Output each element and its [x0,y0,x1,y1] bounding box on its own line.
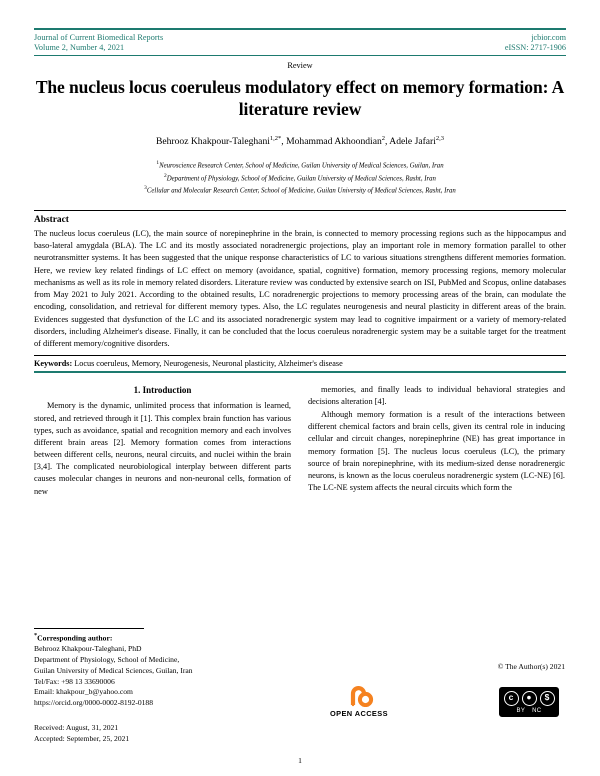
article-content [34,28,566,498]
keywords-label: Keywords: [34,359,73,369]
body-column-right [308,384,565,498]
open-access-icon [342,685,376,707]
paragraph: Memory is the dynamic, unlimited process that information is learned, stored, and retrieved through it [1]. This complex brain function has various types, such as avoidance, spatial and recognition memory and each involves different brain areas [2]. Memory formation comes from interactions between different cells, neurons, neural circuits, and nuclei within the brain [3,4]. The complicated neurobiological interplay between different parts causes molecular changes in neurons and non-neuronal cells, formation of new [34,401,291,496]
abstract-text: The nucleus locus coeruleus (LC), the main source of norepinephrine in the brain, is connected to memory processing regions such as the hippocampus and baso-lateral amygdala (BLA). The LC and its mostly associated noradrenergic projections, play an important role in memory formation parallel to other neurotransmitter systems. It has been suggested that the unique response characteristics of LC to various situations strengthens different memories formation. Here, we review key related findings of LC effect on memory (avoidance, spatial, cognitive) formation, memory processing regions, memory molecular mechanisms as well as its role in memory related disorders. Literature review was conducted by extensive search on ISI, PubMed and Scopus, online databases from May 2021 to July 2021. According to the obtained results, LC noradrenergic projections to memory processing areas of the brain, can modulate the encoding, consolidation, and retrieval for different memory types. Also, the LC regulates neurogenesis and neural plasticity in different areas of the brain. Evidences suggested that dysfunction of the LC and its associated noradrenergic system may lead to cognitive impairment or a variety of memory-related disorders, including Alzheimer's disease. Finally, it can be concluded that the locus coeruleus noradrenergic system may be a suitable target for the treatment of different memory/cognitive disorders. [34,228,566,349]
cc-by-icon: ● [522,691,537,706]
page-title: The nucleus locus coeruleus modulatory effect on memory formation: A literature review [35,77,565,119]
abstract-heading: Abstract [34,214,69,225]
footnote-divider [34,628,144,629]
affiliation-2: $^2$Department of Physiology, School of Medicine, Guilan University of Medical Sciences, Rasht, Iran [164,172,436,183]
journal-header [34,28,566,56]
journal-name: Journal of Current Biomedical Reports [34,33,164,42]
creative-commons-badge[interactable] [499,687,559,717]
corresponding-author-name: Behrooz Khakpour-Taleghani, PhD [34,644,142,654]
paragraph: Although memory formation is a result of the interactions between different chemical factors and brain cells, given its central role in inducing cellular and circuit changes, norepinephrine (NE) has great importance in memory formation [5]. The nucleus locus coeruleus (LC), the primary source of brain norepinephrine, with its medium-sized dense noradrenergic neurons, is known as the locus coeruleus noradrenergic system (LC-NE) [6]. The LC-NE system affects the neural circuits which form the [308,410,565,493]
cc-nc-icon: $ [540,691,555,706]
open-access-label: OPEN ACCESS [330,709,388,718]
open-access-logo[interactable] [330,685,388,718]
copyright-notice: © The Author(s) 2021 [497,662,565,671]
corresponding-author-label: *Corresponding author: [34,632,113,643]
paragraph: memories, and finally leads to individual behavioral strategies and decisions alteration [4]. [308,385,565,407]
body-columns [34,384,566,498]
corresponding-author-orcid[interactable]: https://orcid.org/0000-0002-8192-0188 [34,698,154,708]
section-heading-introduction: 1. Introduction [133,385,192,396]
corresponding-author-email[interactable]: Email: khakpour_b@yahoo.com [34,687,133,697]
article-type: Review [287,61,313,70]
page-footer [34,628,566,744]
journal-header-row-2 [34,43,566,52]
badges-row [308,685,565,718]
affiliation-3: $^3$Cellular and Molecular Research Center, School of Medicine, Guilan University of Medical Sciences, Rasht, Iran [144,185,456,195]
corresponding-author-block [34,628,291,744]
body-column-left [34,384,291,498]
volume-issue: Volume 2, Number 4, 2021 [34,43,125,52]
cc-mark-by: BY [516,707,526,714]
corresponding-author-phone: Tel/Fax: +98 13 33690006 [34,676,115,686]
keywords-list: Locus coeruleus, Memory, Neurogenesis, Neuronal plasticity, Alzheimer's disease [74,359,343,369]
eissn: eISSN: 2717-1906 [504,43,566,52]
journal-header-row-1 [34,33,566,42]
received-date: Received: August, 31, 2021 [34,723,119,732]
abstract-section [34,210,566,357]
cc-marks [500,708,558,716]
affiliation-1: $^1$Neuroscience Research Center, School of Medicine, Guilan University of Medical Sciences, Guilan, Iran [156,160,444,170]
author-list: Behrooz Khakpour-Taleghani$^{1,2*}$, Mohammad Akhoondian$^2$, Adele Jafari$^{2,3}$ [155,134,445,147]
keywords-row [34,356,566,373]
accepted-date: Accepted: September, 25, 2021 [34,734,130,743]
license-block [308,628,565,744]
page-number: 1 [298,756,302,765]
cc-icons [500,688,558,708]
corresponding-author-university: Guilan University of Medical Sciences, Guilan, Iran [34,665,193,675]
affiliations [34,159,566,196]
cc-icon: c [504,691,519,706]
dates-block [34,722,291,744]
journal-website[interactable]: jcbior.com [531,33,566,42]
cc-mark-nc: NC [532,707,542,714]
corresponding-author-dept: Department of Physiology, School of Medicine, [34,655,180,665]
